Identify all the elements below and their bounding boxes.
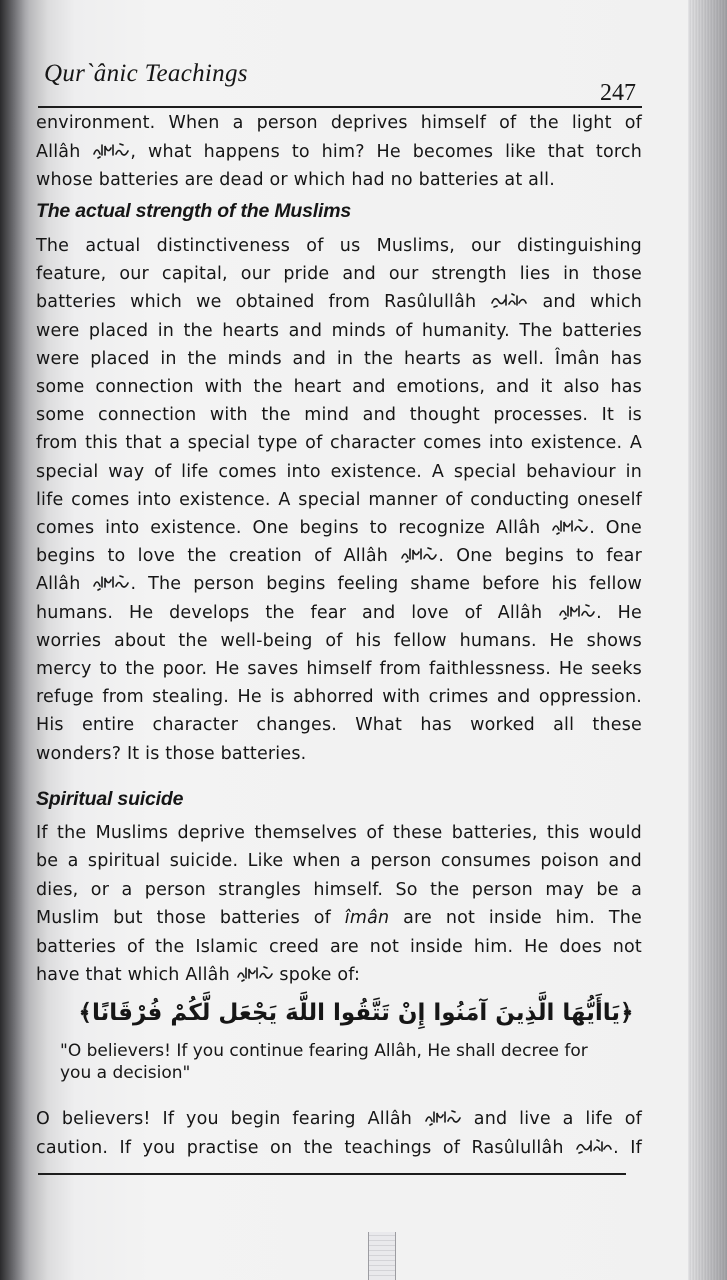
text-line <box>36 686 642 708</box>
jalla-jalaluhu-icon <box>92 574 130 591</box>
sallallahu-alayhi-wasallam-icon <box>575 1138 613 1155</box>
jalla-jalaluhu-icon <box>92 142 130 159</box>
text-run: humans. He develops the fear and love of Allâh <box>36 602 559 623</box>
text-run: Allâh <box>36 141 93 162</box>
text-line <box>36 1108 642 1130</box>
text-line <box>36 602 642 624</box>
text-line <box>36 169 555 191</box>
text-line <box>36 320 642 342</box>
text-run: O believers! If you begin fearing Allâh <box>36 1109 424 1129</box>
text-run: whose batteries are dead or which had no batteries at all. <box>36 170 555 190</box>
text-run: . He <box>596 602 642 623</box>
text-run: were placed in the hearts and minds of humanity. The batteries <box>36 320 642 341</box>
jalla-jalaluhu-icon <box>424 1109 462 1126</box>
text-line <box>36 404 642 426</box>
text-line <box>36 141 642 163</box>
book-gutter <box>0 0 34 1280</box>
text-line <box>36 573 642 595</box>
text-run: His entire character changes. What has worked all these <box>36 715 642 736</box>
text-run: If the Muslims deprive themselves of these batteries, this would <box>36 823 642 843</box>
text-run: The actual distinctiveness of us Muslims, our distinguishing <box>36 236 642 256</box>
text-run: caution. If you practise on the teachings of Rasûlullâh <box>36 1137 576 1158</box>
jalla-jalaluhu-icon <box>400 546 438 563</box>
text-line <box>36 291 642 313</box>
text-run: be a spiritual suicide. Like when a person consumes poison and <box>36 851 642 872</box>
footer-rule <box>38 1173 626 1175</box>
text-line <box>36 235 642 257</box>
text-run: refuge from stealing. He is abhorred with crimes and oppression. <box>36 687 642 708</box>
page-fore-edge <box>688 0 727 1280</box>
jalla-jalaluhu-icon <box>236 965 274 982</box>
text-line <box>36 822 642 844</box>
text-run: , what happens to him? He becomes like that torch <box>130 141 642 162</box>
transliterated-term: îmân <box>344 908 390 929</box>
text-line <box>36 743 306 765</box>
text-line <box>36 714 642 736</box>
text-run: and which <box>528 292 642 313</box>
text-run: worries about the well-being of his fellow humans. He shows <box>36 630 642 651</box>
text-run: are not inside him. The <box>389 908 642 929</box>
section-heading: Spiritual suicide <box>36 788 184 810</box>
text-run: dies, or a person strangles himself. So the person may be a <box>36 879 642 900</box>
page-number: 247 <box>600 80 636 106</box>
text-run: wonders? It is those batteries. <box>36 743 307 764</box>
text-line <box>36 545 642 567</box>
text-line <box>36 658 642 680</box>
text-line <box>36 936 642 958</box>
text-run: . One begins to fear <box>438 546 642 567</box>
verse-translation: "O believers! If you continue fearing Allâh, He shall decree for you a decision" <box>60 1041 588 1083</box>
section-heading: The actual strength of the Muslims <box>36 200 351 222</box>
text-run: were placed in the minds and in the hearts as well. Îmân has <box>36 348 642 369</box>
jalla-jalaluhu-icon <box>558 603 596 620</box>
text-line <box>36 1137 642 1159</box>
text-run: mercy to the poor. He saves himself from faithlessness. He seeks <box>36 659 642 679</box>
text-run: begins to love the creation of Allâh <box>36 546 401 567</box>
text-line <box>36 850 642 872</box>
text-line <box>36 263 642 285</box>
text-run: comes into existence. One begins to recognize Allâh <box>36 518 552 538</box>
text-run: batteries of the Islamic creed are not inside him. He does not <box>36 936 642 957</box>
text-line <box>36 112 642 134</box>
text-run: . If <box>613 1137 642 1158</box>
bookmark-ribbon <box>368 1232 396 1280</box>
text-line <box>36 879 642 901</box>
text-run: batteries which we obtained from Rasûlullâh <box>36 292 491 313</box>
text-run: . One <box>589 518 642 538</box>
text-line <box>36 630 642 652</box>
text-run: feature, our capital, our pride and our strength lies in those <box>36 264 642 285</box>
running-head: Qur`ânic Teachings <box>44 60 248 87</box>
text-line <box>36 432 642 454</box>
text-run: . The person begins feeling shame before his fellow <box>130 574 642 595</box>
book-page <box>30 0 690 1280</box>
sallallahu-alayhi-wasallam-icon <box>490 292 528 309</box>
text-run: Muslim but those batteries of <box>36 908 345 929</box>
text-line <box>36 907 642 929</box>
header-rule <box>38 106 642 108</box>
text-line <box>36 964 360 986</box>
quranic-verse: ﴿يَاأَيُّهَا الَّذِينَ آمَنُوا إِنْ تَتَّقُوا اللَّهَ يَجْعَل لَّكُمْ فُرْقَانًا﴾ <box>78 1000 634 1026</box>
text-line <box>36 489 642 511</box>
text-line <box>36 461 642 483</box>
text-run: and live a life of <box>461 1109 642 1129</box>
text-run: life comes into existence. A special manner of conducting oneself <box>36 489 642 510</box>
text-line <box>36 376 642 398</box>
jalla-jalaluhu-icon <box>551 518 589 535</box>
text-run: Allâh <box>36 574 93 595</box>
text-run: special way of life comes into existence. A special behaviour in <box>36 461 642 482</box>
text-run: some connection with the mind and thought processes. It is <box>36 405 642 426</box>
text-run: have that which Allâh <box>36 965 236 985</box>
text-line <box>36 517 642 539</box>
text-run: some connection with the heart and emotions, and it also has <box>36 377 642 397</box>
text-line <box>36 348 642 370</box>
text-run: from this that a special type of character comes into existence. A <box>36 433 642 454</box>
text-run: environment. When a person deprives himself of the light of <box>36 113 642 133</box>
text-run: spoke of: <box>273 965 361 985</box>
